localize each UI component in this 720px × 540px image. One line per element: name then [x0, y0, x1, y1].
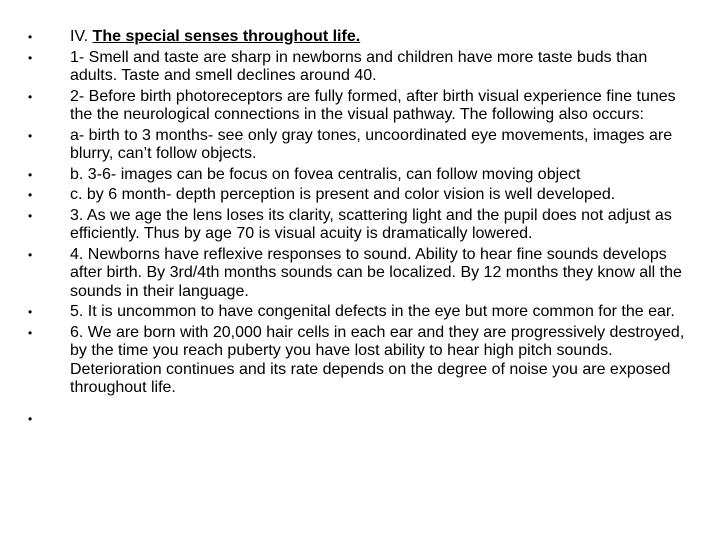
- list-item: [28, 166, 692, 185]
- list-item-text: a- birth to 3 months- see only gray tones, uncoordinated eye movements, images are blurry, can’t follow objects.: [70, 126, 673, 162]
- bullet-dot: •: [28, 188, 33, 202]
- list-item: [28, 49, 692, 86]
- bullet-dot: •: [28, 128, 33, 143]
- list-item-text: 5. It is uncommon to have congenital defects in the eye but more common for the ear.: [70, 303, 675, 320]
- list-item-text: 1- Smell and taste are sharp in newborns and children have more taste buds than adults. Taste and smell declines around 40.: [70, 48, 648, 84]
- bullet-dot: •: [28, 30, 33, 44]
- bullet-dot: •: [28, 247, 33, 262]
- bullet-dot: •: [28, 167, 33, 182]
- bullet-dot: •: [28, 305, 33, 319]
- section-number: IV.: [70, 28, 93, 45]
- list-item: [28, 303, 692, 322]
- section-title: The special senses throughout life.: [92, 28, 361, 45]
- list-item-text: 2- Before birth photoreceptors are fully formed, after birth visual experience fine tunes the the neurological connections in the visual pathway. The following also occurs:: [70, 87, 676, 123]
- bullet-dot: •: [28, 50, 33, 65]
- bullet-list: [28, 28, 692, 430]
- heading-bullet: [28, 28, 692, 47]
- bullet-dot: •: [28, 325, 33, 340]
- list-item: [28, 207, 692, 244]
- bullet-dot: •: [28, 208, 33, 223]
- list-item: [28, 324, 692, 398]
- list-item-text: b. 3-6- images can be focus on fovea centralis, can follow moving object: [70, 165, 581, 183]
- empty-list-item: [28, 410, 692, 429]
- list-item: [28, 186, 692, 205]
- list-item: [28, 246, 692, 302]
- list-item-text: 6. We are born with 20,000 hair cells in each ear and they are progressively destroyed, by the time you reach puberty you have lost ability to hear high pitch sounds. Deterioration continues and its rate depends on the degree of noise you are exposed throughout life.: [70, 323, 685, 396]
- list-item-text: 4. Newborns have reflexive responses to sound. Ability to hear fine sounds develops after birth. By 3rd/4th months sounds can be localized. By 12 months they know all the sounds in their language.: [70, 245, 682, 300]
- bullet-dot: •: [28, 411, 33, 426]
- list-item: [28, 127, 692, 164]
- bullet-dot: •: [28, 89, 33, 104]
- list-item-text: c. by 6 month- depth perception is present and color vision is well developed.: [70, 186, 616, 203]
- list-item: [28, 88, 692, 125]
- list-item-text: 3. As we age the lens loses its clarity, scattering light and the pupil does not adjust as efficiently. Thus by age 70 is visual acuity is dramatically lowered.: [70, 206, 672, 242]
